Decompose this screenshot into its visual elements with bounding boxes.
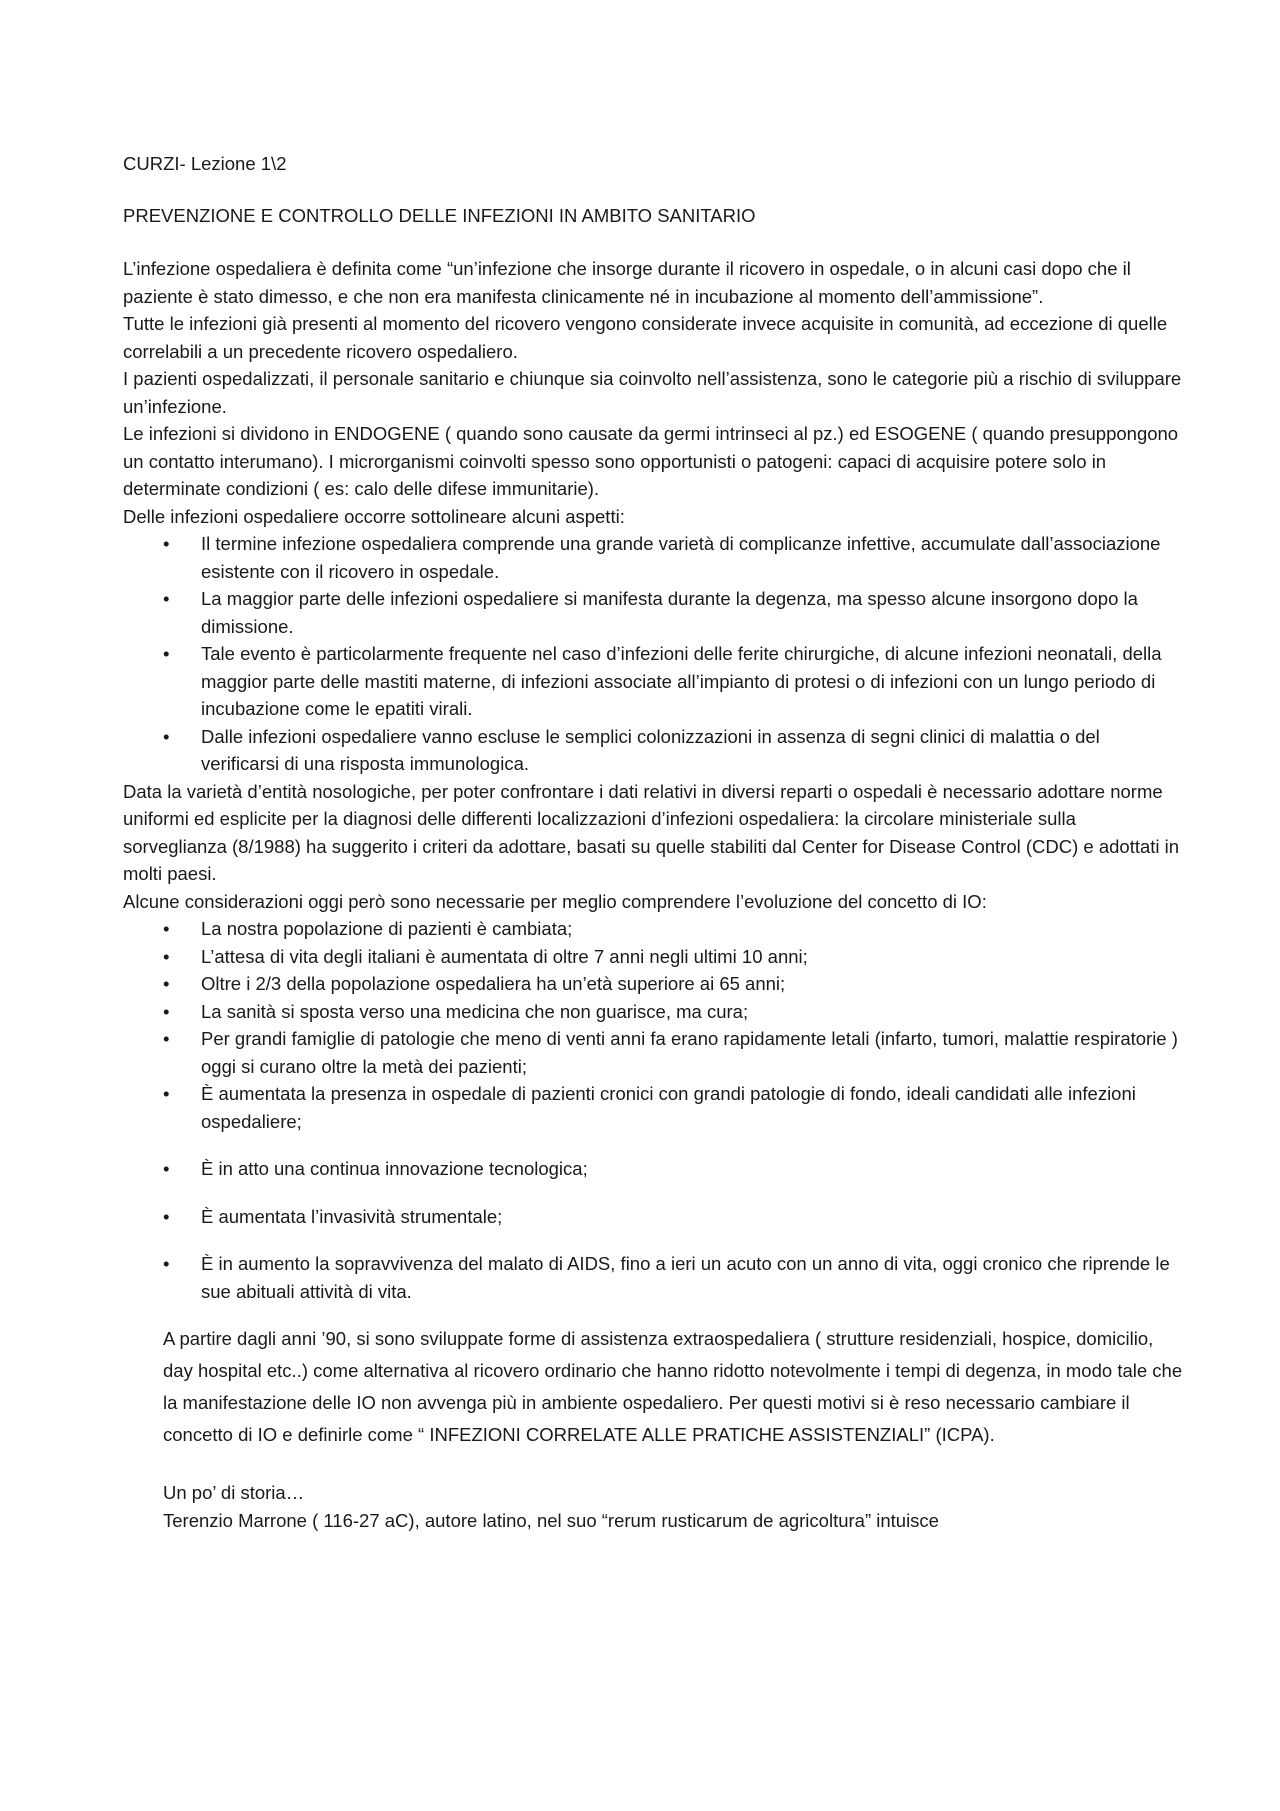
- intro-paragraph: I pazienti ospedalizzati, il personale sanitario e chiunque sia coinvolto nell’assistenza, sono le categorie più a rischio di sviluppare un’infezione.: [123, 368, 1182, 417]
- list-item: • La nostra popolazione di pazienti è cambiata;: [123, 915, 1183, 943]
- list-item: • Dalle infezioni ospedaliere vanno escluse le semplici colonizzazioni in assenza di segni clinici di malattia o del verificarsi di una risposta immunologica.: [123, 723, 1183, 778]
- aspects-list: [123, 530, 1183, 778]
- list-item: • È aumentata l’invasività strumentale;: [123, 1203, 1183, 1231]
- document-page: [123, 150, 1183, 1534]
- list-item: • È in aumento la sopravvivenza del malato di AIDS, fino a ieri un acuto con un anno di vita, oggi cronico che riprende le sue abituali attività di vita.: [123, 1250, 1183, 1305]
- intro-paragraph: Tutte le infezioni già presenti al momento del ricovero vengono considerate invece acquisite in comunità, ad eccezione di quelle correlabili a un precedente ricovero ospedaliero.: [123, 313, 1168, 362]
- intro-paragraph: L’infezione ospedaliera è definita come “un’infezione che insorge durante il ricovero in ospedale, o in alcuni casi dopo che il paziente è stato dimesso, e che non era manifesta clinicamente né in incubazione al momento dell’ammissione”.: [123, 258, 1131, 307]
- list-item: • La maggior parte delle infezioni ospedaliere si manifesta durante la degenza, ma spesso alcune insorgono dopo la dimissione.: [123, 585, 1183, 640]
- body-paragraph: Data la varietà d’entità nosologiche, per poter confrontare i dati relativi in diversi reparti o ospedali è necessario adottare norme uniformi ed esplicite per la diagnosi delle differenti localizzazioni d’infezioni ospedaliera: la circolare ministeriale sulla sorveglianza (8/1988) ha suggerito i criteri da adottare, basati su quelle stabiliti dal Center for Disease Control (CDC) e adottati in molti paesi.: [123, 780, 1180, 884]
- intro-paragraph: Delle infezioni ospedaliere occorre sottolineare alcuni aspetti:: [123, 505, 625, 527]
- list-item: • Oltre i 2/3 della popolazione ospedaliera ha un’età superiore ai 65 anni;: [123, 970, 1183, 998]
- list-item: • È in atto una continua innovazione tecnologica;: [123, 1155, 1183, 1183]
- course-label: CURZI- Lezione 1\2: [123, 153, 287, 174]
- list-item: • L’attesa di vita degli italiani è aumentata di oltre 7 anni negli ultimi 10 anni;: [123, 943, 1183, 971]
- list-item: • Per grandi famiglie di patologie che meno di venti anni fa erano rapidamente letali (infarto, tumori, malattie respiratorie ) oggi si curano oltre la metà dei pazienti;: [123, 1025, 1183, 1080]
- body-paragraph: Alcune considerazioni oggi però sono necessarie per meglio comprendere l’evoluzione del concetto di IO:: [123, 890, 987, 912]
- history-heading: Un po’ di storia…: [163, 1482, 305, 1503]
- list-item: • Tale evento è particolarmente frequente nel caso d’infezioni delle ferite chirurgiche, di alcune infezioni neonatali, della maggior parte delle mastiti materne, di infezioni associate all’impianto di protesi o di infezioni con un lungo periodo di incubazione come le epatiti virali.: [123, 640, 1183, 723]
- list-item: • La sanità si sposta verso una medicina che non guarisce, ma cura;: [123, 998, 1183, 1026]
- list-item: • È aumentata la presenza in ospedale di pazienti cronici con grandi patologie di fondo, ideali candidati alle infezioni ospedaliere;: [123, 1080, 1183, 1135]
- intro-paragraph: Le infezioni si dividono in ENDOGENE ( quando sono causate da germi intrinseci al pz.) ed ESOGENE ( quando presuppongono un contatto interumano). I microrganismi coinvolti spesso sono opportunisti o patogeni: capaci di acquisire potere solo in determinate condizioni ( es: calo delle difese immunitarie).: [123, 423, 1179, 499]
- history-text: Terenzio Marrone ( 116-27 aC), autore latino, nel suo “rerum rusticarum de agricoltura” intuisce: [163, 1509, 939, 1531]
- icpa-paragraph: A partire dagli anni ’90, si sono sviluppate forme di assistenza extraospedaliera ( strutture residenziali, hospice, domicilio, day hospital etc..) come alternativa al ricovero ordinario che hanno ridotto notevolmente i tempi di degenza, in modo tale che la manifestazione delle IO non avvenga più in ambiente ospedaliero. Per questi motivi si è reso necessario cambiare il concetto di IO e definirle come “ INFEZIONI CORRELATE ALLE PRATICHE ASSISTENZIALI” (ICPA).: [163, 1328, 1183, 1445]
- list-item: • Il termine infezione ospedaliera comprende una grande varietà di complicanze infettive, accumulate dall’associazione esistente con il ricovero in ospedale.: [123, 530, 1183, 585]
- considerations-list: [123, 915, 1183, 1305]
- document-title: PREVENZIONE E CONTROLLO DELLE INFEZIONI IN AMBITO SANITARIO: [123, 204, 756, 226]
